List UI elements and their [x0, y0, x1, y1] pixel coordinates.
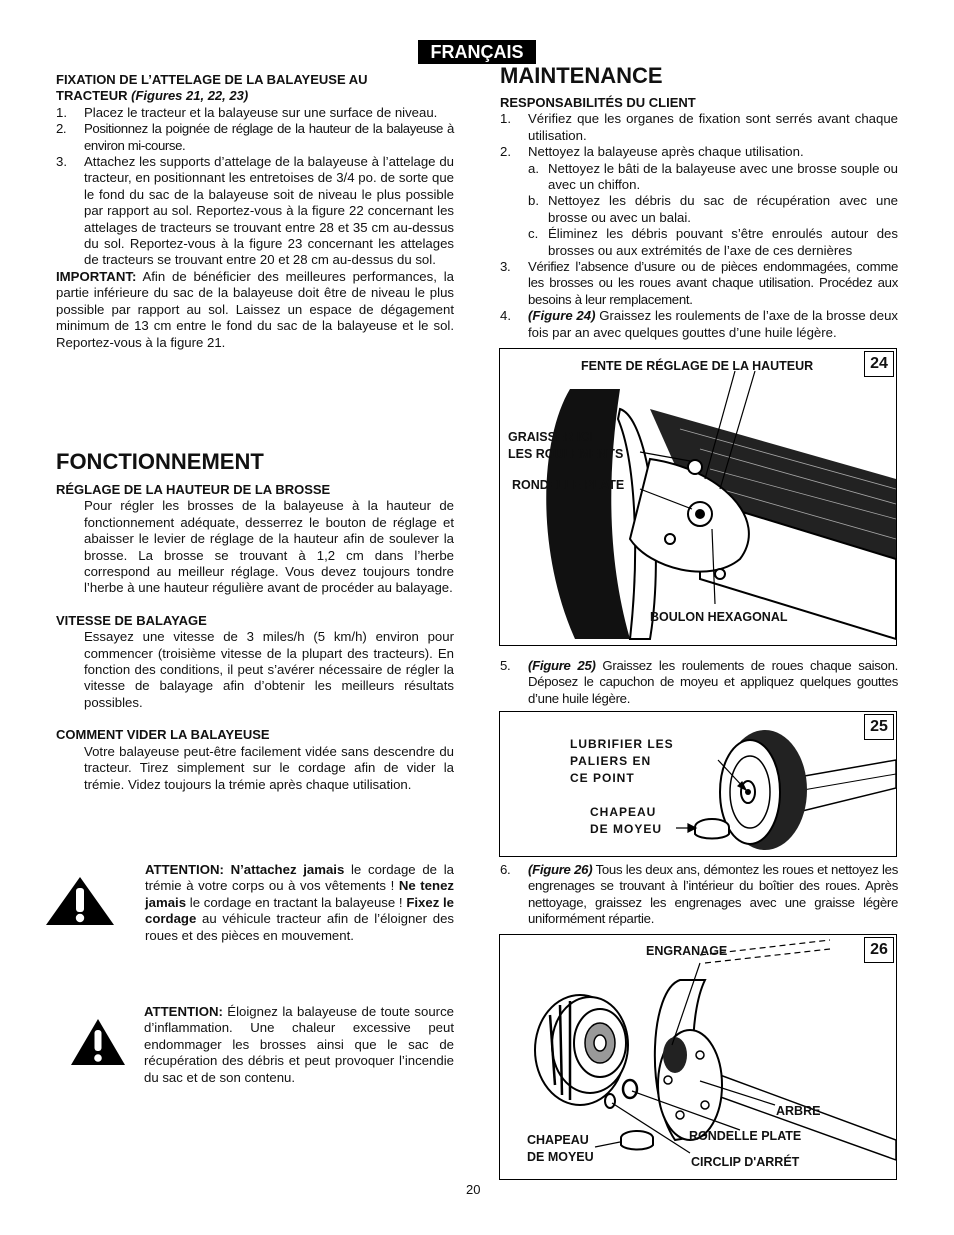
- label-washer: RONDELLE PLATE: [689, 1129, 802, 1143]
- label-lub-1: LUBRIFIER LES: [570, 737, 674, 751]
- right-column: [500, 95, 898, 341]
- figure-25: [499, 711, 897, 857]
- list-text: Vérifiez que les organes de fixation sont serrés avant chaque utilisation.: [528, 111, 898, 143]
- label-cap-2: DE MOYEU: [590, 822, 663, 836]
- label-gear: ENGRANAGE: [646, 944, 728, 958]
- hitch-title-line2-wrap: [56, 88, 454, 104]
- figure-ref: (Figure 24): [528, 308, 596, 324]
- label-slot: FENTE DE RÉGLAGE DE LA HAUTEUR: [581, 359, 814, 373]
- warning-icon: [70, 1018, 126, 1066]
- sublist-item: [528, 161, 898, 194]
- list-item: [56, 121, 454, 154]
- item-5: [500, 658, 898, 707]
- sublist-item: [528, 226, 898, 259]
- list-text: Positionnez la poignée de réglage de la hauteur de la balayeuse à environ mi-course.: [84, 121, 454, 153]
- brush-title: RÉGLAGE DE LA HAUTEUR DE LA BROSSE: [56, 482, 331, 497]
- brush-text: Pour régler les brosses de la balayeuse à la hauteur de fonctionnement adéquate, desserrez le bouton de réglage et abaisser le levier de réglage de la hauteur afin de soulever la brosse. La brosse se trouvant à 1,2 cm dans l’herbe correspond au meilleur réglage. Vous devez toujours tondre l’herbe à une hauteur régulière avant de procéder au balayage.: [84, 498, 454, 596]
- hitch-steps: [56, 105, 454, 269]
- list-num: c.: [528, 226, 539, 242]
- label-bolt: BOULON HEXAGONAL: [650, 610, 788, 624]
- label-clip: CIRCLIP D'ARRÉT: [691, 1155, 800, 1169]
- label-shaft: ARBRE: [776, 1104, 821, 1118]
- warning-1-t3: au véhicule tracteur afin de l’éloigner des roues et des pièces en mouvement.: [145, 911, 454, 943]
- warning-1-label: ATTENTION: N’attachez jamais: [145, 862, 345, 877]
- left-column: [56, 72, 454, 351]
- list-item: [500, 862, 898, 928]
- label-cap-2: DE MOYEU: [527, 1150, 594, 1164]
- figure-24-illustration: [500, 349, 896, 645]
- list-text: Nettoyez les débris du sac de récupération avec une brosse ou avec un balai.: [548, 193, 898, 225]
- warning-icon: [44, 875, 116, 927]
- list-num: 3.: [56, 154, 67, 170]
- list-num: 1.: [56, 104, 67, 120]
- figure-26: [499, 934, 897, 1180]
- list-item: [500, 658, 898, 707]
- label-washer: RONDELLE PLATE: [512, 478, 625, 492]
- warning-1-b2: Ne tenez jamais: [145, 878, 454, 910]
- list-text: Nettoyez la balayeuse après chaque utilisation.: [528, 144, 804, 160]
- item-6: [500, 862, 898, 928]
- speed-title: VITESSE DE BALAYAGE: [56, 612, 207, 628]
- important-text: Afin de bénéficier des meilleures performances, la partie inférieure du sac de la balayeuse doit être de niveau le plus possible par rapport au sol. Laissez un espace de dégagement minimum de 13 cm entre le fond du sac de la balayeuse et le sol. Reportez-vous à la figure 21.: [56, 268, 454, 350]
- label-lub-3: CE POINT: [570, 771, 635, 785]
- cleaning-sublist: [528, 161, 898, 259]
- warning-2: [144, 1004, 454, 1086]
- list-num: 5.: [500, 658, 511, 673]
- speed-text: Essayez une vitesse de 3 miles/h (5 km/h) environ pour commencer (troisième vitesse de la plupart des tracteurs). En fonction des conditions, il peut s’avérer nécessaire de régler la vitesse de balayage afin d’obtenir les meilleurs résultats possibles.: [84, 629, 454, 710]
- list-num: 2.: [500, 144, 511, 160]
- label-cap-1: CHAPEAU: [590, 805, 657, 819]
- list-item: [500, 144, 898, 259]
- list-item: [500, 308, 898, 341]
- language-badge: FRANÇAIS: [418, 40, 536, 64]
- label-grease-2: LES ROULEMENTS: [508, 447, 624, 461]
- list-num: 6.: [500, 862, 511, 877]
- figure-25-illustration: [500, 712, 896, 856]
- list-num: b.: [528, 193, 539, 209]
- list-text: Éliminez les débris pouvant s’être enroulés autour des brosses ou aux extrémités de l’axe de ces dernières: [548, 226, 898, 258]
- figure-number: 24: [864, 351, 894, 377]
- label-grease-1: GRAISSER ICI: [508, 430, 593, 444]
- label-cap-1: CHAPEAU: [527, 1133, 589, 1147]
- list-num: 4.: [500, 308, 511, 324]
- list-text: Vérifiez l’absence d’usure ou de pièces endommagées, comme les brosses ou les roues avant chaque utilisation. Procédez aux besoins à leur remplacement.: [528, 259, 898, 307]
- list-item: [500, 111, 898, 144]
- label-lub-2: PALIERS EN: [570, 754, 652, 768]
- hitch-title-figs: (Figures 21, 22, 23): [131, 88, 249, 104]
- hitch-title-line2: TRACTEUR: [56, 88, 128, 104]
- list-num: 3.: [500, 259, 511, 275]
- warning-1-b3: Fixez le cordage: [145, 894, 454, 927]
- list-item: [56, 154, 454, 269]
- figure-24: [499, 348, 897, 646]
- warning-1-t2: le cordage en tractant la balayeuse !: [186, 894, 407, 910]
- figure-number: 25: [864, 714, 894, 740]
- warning-1: [145, 862, 454, 944]
- empty-title: COMMENT VIDER LA BALAYEUSE: [56, 727, 270, 743]
- list-item: [56, 105, 454, 121]
- list-item: [500, 259, 898, 308]
- list-text: Nettoyez le bâti de la balayeuse avec une brosse souple ou avec un chiffon.: [548, 160, 898, 193]
- list-text: Tous les deux ans, démontez les roues et nettoyez les engrenages se trouvant à l’intérieur du boîtier des roues. Après nettoyage, graissez les engrenages avec une graisse légère uniformément répartie.: [528, 862, 898, 927]
- page-number: 20: [466, 1182, 481, 1197]
- operation-section: [56, 482, 454, 793]
- list-num: 1.: [500, 111, 511, 127]
- warning-2-text: Éloignez la balayeuse de toute source d’inflammation. Une chaleur excessive peut endommager les brosses ainsi que le sac de récupération des débris et peut provoquer l’incendie du sac et de son contenu.: [144, 1004, 454, 1085]
- figure-ref: (Figure 25): [528, 658, 596, 673]
- important-label: IMPORTANT:: [56, 268, 137, 284]
- figure-number: 26: [864, 937, 894, 963]
- hitch-title: [56, 72, 454, 105]
- empty-text: Votre balayeuse peut-être facilement vidée sans descendre du tracteur. Tirez simplement sur le cordage afin de vider la trémie. Videz toujours la trémie après chaque utilisation.: [84, 743, 454, 792]
- maintenance-title: MAINTENANCE: [500, 63, 663, 88]
- list-text: Placez le tracteur et la balayeuse sur une surface de niveau.: [84, 104, 438, 120]
- list-text: Attachez les supports d’attelage de la balayeuse à l’attelage du tracteur, en positionnant les entretoises de 3/4 po. de sorte que le fond du sac de la balayeuse soit de niveau le plus possible par rapport au sol. Reportez-vous à la figure 22 concernant les attelages de tracteurs se trouvant entre 28 et 35 cm au-dessus du sol. Reportez-vous à la figure 23 concernant les attelages de tracteurs se trouvant entre 20 et 28 cm au-dessus du sol.: [84, 154, 454, 268]
- operation-title: FONCTIONNEMENT: [56, 449, 264, 474]
- list-text: Graissez les roulements de roues chaque saison. Déposez le capuchon de moyeu et appliquez quelques gouttes d’une huile légère.: [528, 658, 898, 706]
- list-num: a.: [528, 160, 539, 176]
- list-text: Graissez les roulements de l’axe de la brosse deux fois par an avec quelques gouttes d’une huile légère.: [528, 308, 899, 340]
- sublist-item: [528, 193, 898, 226]
- figure-ref: (Figure 26): [528, 862, 593, 877]
- important-note: [56, 269, 454, 351]
- warning-2-label: ATTENTION:: [144, 1004, 223, 1019]
- list-num: 2.: [56, 121, 67, 137]
- warning-1-t1: le cordage de la trémie à votre corps ou à vos vêtements !: [145, 862, 454, 894]
- maintenance-list: [500, 111, 898, 341]
- hitch-title-line1: FIXATION DE L’ATTELAGE DE LA BALAYEUSE AU: [56, 72, 368, 87]
- resp-title: RESPONSABILITÉS DU CLIENT: [500, 95, 696, 110]
